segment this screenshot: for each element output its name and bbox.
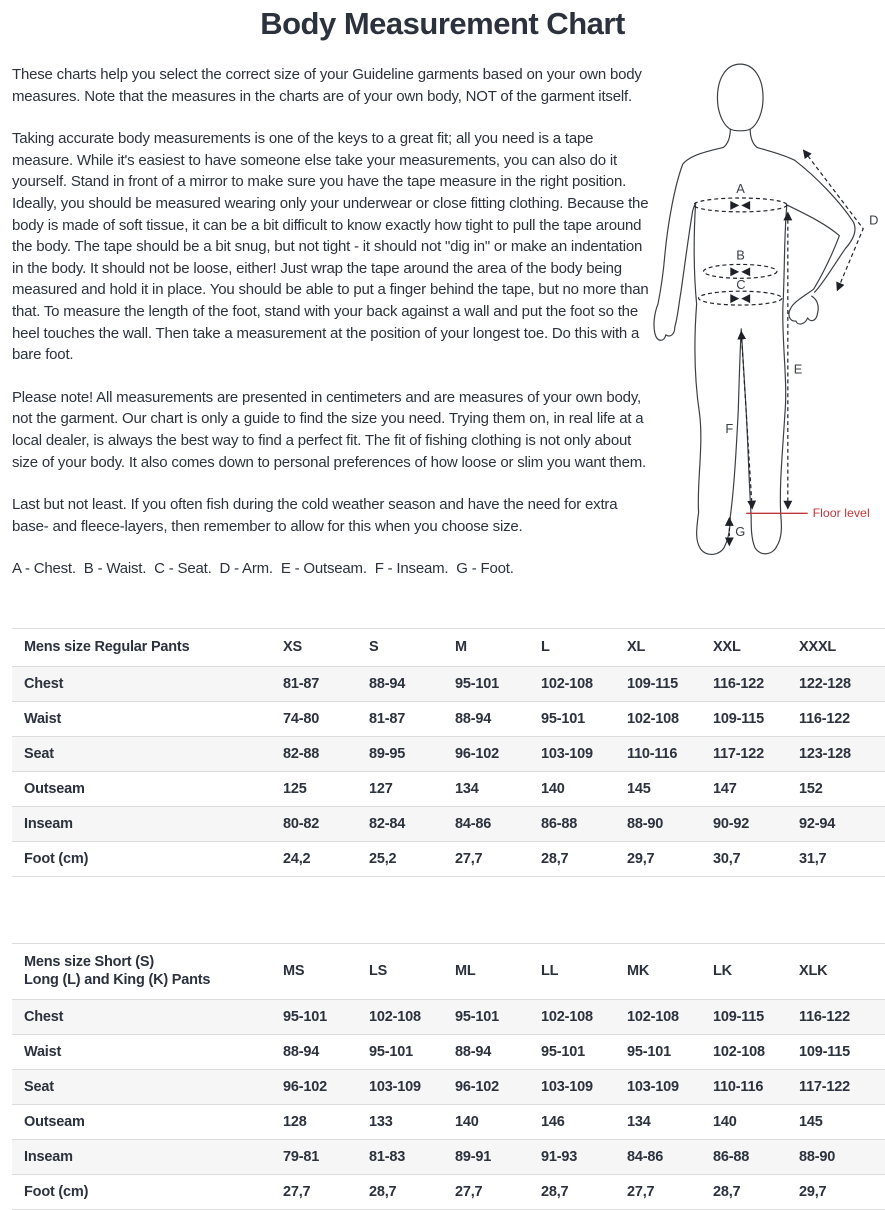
- intro-text: [12, 64, 652, 601]
- table-title: [12, 638, 283, 656]
- size-cell: 81-87: [369, 710, 406, 727]
- size-cell: 146: [541, 1113, 565, 1130]
- size-cell: 95-101: [541, 710, 585, 727]
- intro-paragraph: These charts help you select the correct size of your Guideline garments based on your own body measures. Note that the measures in the charts are of your own body, NOT of the garment itself.: [12, 66, 642, 105]
- size-cell: 96-102: [455, 745, 499, 762]
- row-label: Foot (cm): [24, 850, 89, 867]
- size-cell: 103-109: [541, 745, 593, 762]
- row-label: Waist: [24, 710, 62, 727]
- table-row: [12, 737, 885, 772]
- size-cell: 103-109: [369, 1078, 421, 1095]
- page-title: Body Measurement Chart: [260, 6, 625, 41]
- table-row: [12, 1140, 885, 1175]
- waist-bowtie-arrows: [730, 267, 750, 276]
- size-cell: 88-94: [283, 1043, 320, 1060]
- size-cell: 27,7: [627, 1183, 655, 1200]
- label-b: B: [736, 247, 745, 263]
- row-label: Chest: [24, 675, 64, 692]
- size-table-short-long-king-pants: [12, 943, 885, 1210]
- table-header-row: [12, 944, 885, 1000]
- intro-paragraph: Taking accurate body measurements is one of the keys to a great fit; all you need is a tape measure. While it's easiest to have someone else take your measurements, you can also do it yourself. Stand in front of a mirror to make sure you have the tape measure in the right position. Ideally, you should be measured wearing only your underwear or close fitting clothing. Because the body is made of soft tissue, it can be a bit difficult to know exactly how tight to pull the tape around the body. The tape should be a bit snug, but not tight - it should not "dig in" or make an indentation in the body. It should not be loose, either! Just wrap the tape around the area of the body being measured and hold it in place. You should be able to put a finger behind the tape, but no more than that. To measure the length of the foot, stand with your back against a wall and put the foot so the heel touches the wall. Then take a measurement at the position of your longest toe. Do this with a bare foot.: [12, 130, 649, 364]
- arm-measure-line: [804, 150, 863, 290]
- row-label: Seat: [24, 1078, 54, 1095]
- row-label: Chest: [24, 1008, 64, 1025]
- size-cell: 140: [455, 1113, 479, 1130]
- row-label: Inseam: [24, 815, 73, 832]
- intro-paragraphs: [12, 64, 652, 537]
- size-cell: 80-82: [283, 815, 320, 832]
- size-cell: 89-91: [455, 1148, 492, 1165]
- size-cell: 102-108: [541, 1008, 593, 1025]
- column-header: LS: [369, 963, 388, 980]
- label-f: F: [725, 420, 734, 436]
- column-header: XS: [283, 639, 302, 656]
- size-cell: 88-94: [455, 710, 492, 727]
- size-cell: 86-88: [713, 1148, 750, 1165]
- size-cell: 82-84: [369, 815, 406, 832]
- column-header: XXL: [713, 639, 741, 656]
- size-cell: 28,7: [369, 1183, 397, 1200]
- body-diagram: [652, 52, 885, 601]
- size-cell: 27,7: [455, 850, 483, 867]
- size-cell: 96-102: [455, 1078, 499, 1095]
- table-title: [12, 953, 283, 989]
- size-cell: 91-93: [541, 1148, 578, 1165]
- size-cell: 88-90: [627, 815, 664, 832]
- size-cell: 109-115: [713, 1008, 765, 1025]
- label-a: A: [736, 181, 745, 197]
- size-cell: 95-101: [455, 1008, 499, 1025]
- size-cell: 102-108: [541, 675, 593, 692]
- body-outline-head: [717, 64, 763, 131]
- size-cell: 103-109: [541, 1078, 593, 1095]
- size-cell: 81-87: [283, 675, 320, 692]
- size-cell: 140: [713, 1113, 737, 1130]
- size-cell: 128: [283, 1113, 307, 1130]
- label-d: D: [869, 212, 879, 228]
- size-cell: 74-80: [283, 710, 320, 727]
- column-header: M: [455, 639, 467, 656]
- size-cell: 30,7: [713, 850, 741, 867]
- size-cell: 25,2: [369, 850, 397, 867]
- size-cell: 28,7: [541, 850, 569, 867]
- label-e: E: [793, 361, 803, 377]
- table-row: [12, 702, 885, 737]
- table-title-line: Long (L) and King (K) Pants: [24, 972, 211, 989]
- size-cell: 134: [627, 1113, 651, 1130]
- size-cell: 28,7: [713, 1183, 741, 1200]
- size-cell: 31,7: [799, 850, 827, 867]
- table-row: [12, 772, 885, 807]
- size-cell: 102-108: [627, 1008, 679, 1025]
- table-header-row: [12, 629, 885, 667]
- size-cell: 116-122: [799, 710, 851, 727]
- size-cell: 27,7: [283, 1183, 311, 1200]
- size-cell: 96-102: [283, 1078, 327, 1095]
- table-row: [12, 1070, 885, 1105]
- size-cell: 88-90: [799, 1148, 836, 1165]
- table-row: [12, 807, 885, 842]
- size-cell: 117-122: [713, 745, 765, 762]
- table-row: [12, 842, 885, 877]
- intro-paragraph: Last but not least. If you often fish during the cold weather season and have the need for extra base- and fleece-layers, then remember to allow for this when you choose size.: [12, 496, 618, 535]
- size-cell: 110-116: [627, 745, 678, 762]
- column-header: MS: [283, 963, 305, 980]
- size-cell: 147: [713, 780, 737, 797]
- chest-measure-line: [694, 198, 787, 212]
- size-cell: 28,7: [541, 1183, 569, 1200]
- floor-level-label: Floor level: [812, 506, 870, 521]
- size-cell: 95-101: [283, 1008, 327, 1025]
- size-cell: 81-83: [369, 1148, 406, 1165]
- column-header: L: [541, 639, 550, 656]
- label-c: C: [736, 277, 746, 293]
- size-cell: 79-81: [283, 1148, 320, 1165]
- seat-measure-line: [699, 291, 782, 305]
- table-row: [12, 1035, 885, 1070]
- row-label: Outseam: [24, 1113, 85, 1130]
- size-cell: 90-92: [713, 815, 750, 832]
- column-header: XLK: [799, 963, 828, 980]
- intro-paragraph: Please note! All measurements are presented in centimeters and are measures of your own body, not the garment. Our chart is only a guide to find the size you need. Trying them on, in real life at a local dealer, is always the best way to find a perfect fit. The fit of fishing clothing is not only about size of your body. It also comes down to personal preferences of how loose or slim you want them.: [12, 388, 646, 471]
- table-row: [12, 1000, 885, 1035]
- body-outline-right-arm: [757, 147, 855, 292]
- size-cell: 27,7: [455, 1183, 483, 1200]
- row-label: Inseam: [24, 1148, 73, 1165]
- size-cell: 117-122: [799, 1078, 851, 1095]
- size-cell: 140: [541, 780, 565, 797]
- seat-bowtie-arrows: [730, 294, 750, 303]
- size-cell: 116-122: [713, 675, 765, 692]
- size-cell: 24,2: [283, 850, 311, 867]
- size-cell: 102-108: [369, 1008, 421, 1025]
- size-cell: 95-101: [369, 1043, 413, 1060]
- column-header: XL: [627, 639, 646, 656]
- size-cell: 103-109: [627, 1078, 679, 1095]
- size-cell: 125: [283, 780, 307, 797]
- row-label: Foot (cm): [24, 1183, 89, 1200]
- size-cell: 127: [369, 780, 393, 797]
- row-label: Waist: [24, 1043, 62, 1060]
- size-cell: 29,7: [627, 850, 655, 867]
- size-cell: 133: [369, 1113, 393, 1130]
- chest-bowtie-arrows: [730, 201, 750, 210]
- body-outline: [654, 147, 839, 554]
- size-cell: 109-115: [713, 710, 765, 727]
- size-cell: 86-88: [541, 815, 578, 832]
- size-cell: 123-128: [799, 745, 851, 762]
- size-cell: 88-94: [455, 1043, 492, 1060]
- table-row: [12, 1105, 885, 1140]
- column-header: ML: [455, 963, 476, 980]
- size-cell: 88-94: [369, 675, 406, 692]
- size-cell: 84-86: [455, 815, 492, 832]
- size-cell: 89-95: [369, 745, 406, 762]
- measure-legend: A - Chest. B - Waist. C - Seat. D - Arm. E - Outseam. F - Inseam. G - Foot.: [12, 560, 514, 578]
- size-cell: 102-108: [713, 1043, 765, 1060]
- size-cell: 109-115: [627, 675, 679, 692]
- size-cell: 116-122: [799, 1008, 851, 1025]
- table-title-line: Mens size Short (S): [24, 954, 154, 971]
- column-header: MK: [627, 963, 650, 980]
- column-header: LK: [713, 963, 732, 980]
- size-cell: 92-94: [799, 815, 836, 832]
- page: [0, 6, 885, 1200]
- size-cell: 95-101: [455, 675, 499, 692]
- column-header: XXXL: [799, 639, 837, 656]
- size-cell: 152: [799, 780, 823, 797]
- waist-measure-line: [704, 264, 777, 278]
- size-cell: 84-86: [627, 1148, 664, 1165]
- size-table-regular-pants: [12, 628, 885, 877]
- row-label: Seat: [24, 745, 54, 762]
- table-row: [12, 1175, 885, 1210]
- size-cell: 145: [627, 780, 651, 797]
- size-cell: 122-128: [799, 675, 851, 692]
- size-cell: 95-101: [627, 1043, 671, 1060]
- label-g: G: [735, 524, 746, 540]
- column-header: S: [369, 639, 379, 656]
- size-cell: 145: [799, 1113, 823, 1130]
- intro-section: [0, 64, 885, 601]
- table-row: [12, 667, 885, 702]
- table-title-line: Mens size Regular Pants: [24, 639, 190, 656]
- size-cell: 102-108: [627, 710, 679, 727]
- row-label: Outseam: [24, 780, 85, 797]
- size-cell: 29,7: [799, 1183, 827, 1200]
- column-header: LL: [541, 963, 559, 980]
- size-cell: 95-101: [541, 1043, 585, 1060]
- body-figure-svg: [652, 52, 885, 572]
- size-cell: 134: [455, 780, 479, 797]
- size-cell: 82-88: [283, 745, 320, 762]
- size-cell: 109-115: [799, 1043, 851, 1060]
- size-cell: 110-116: [713, 1078, 764, 1095]
